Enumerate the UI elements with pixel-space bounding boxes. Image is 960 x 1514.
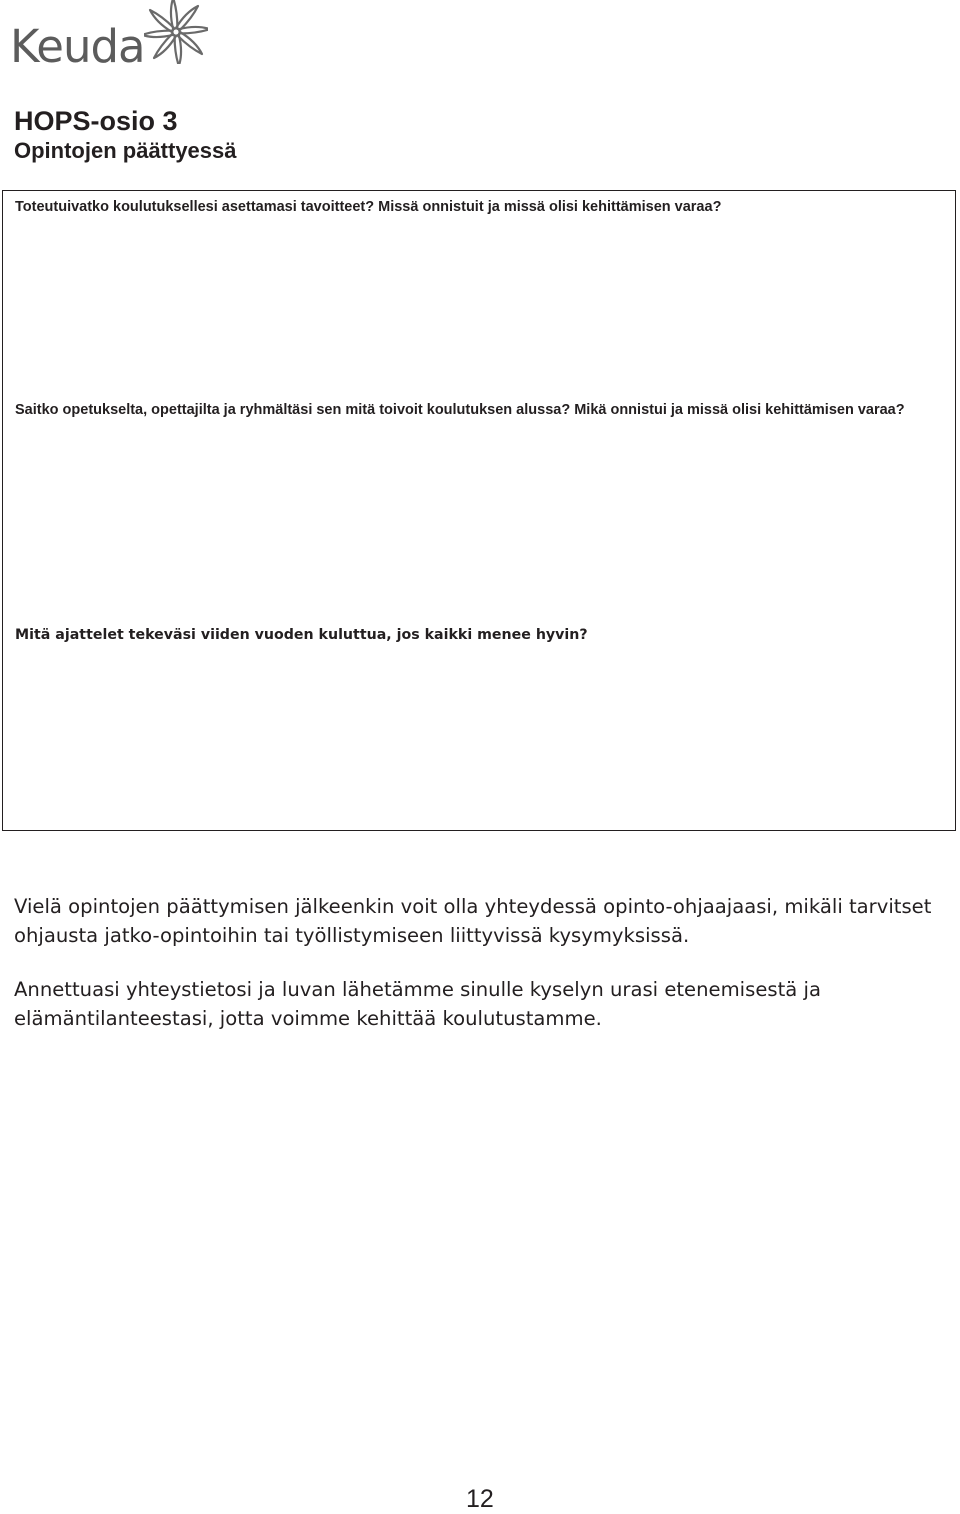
career-survey-paragraph: Annettuasi yhteystietosi ja luvan lähetämme sinulle kyselyn urasi etenemisestä ja elämäntilanteestasi, jotta voimme kehittää koulutustamme. [14, 978, 821, 1030]
answer-goals-field[interactable] [15, 223, 939, 397]
page-title: HOPS-osio 3 [14, 106, 178, 136]
page-number: 12 [466, 1485, 494, 1513]
pinwheel-logo-icon [144, 0, 208, 64]
reflection-form-box [2, 190, 956, 831]
answer-teaching-field[interactable] [15, 449, 939, 621]
keuda-logo [10, 0, 210, 80]
question-teaching-label: Saitko opetukselta, opettajilta ja ryhmältäsi sen mitä toivoit koulutuksen alussa? Mikä onnistui ja missä olisi kehittämisen varaa? [15, 402, 905, 418]
guidance-contact-paragraph: Vielä opintojen päättymisen jälkeenkin voit olla yhteydessä opinto-ohjaajaasi, mikäli tarvitset ohjausta jatko-opintoihin tai työllistymiseen liittyvissä kysymyksissä. [14, 895, 932, 947]
page-subtitle: Opintojen päättyessä [14, 138, 237, 163]
answer-five-years-field[interactable] [15, 651, 939, 825]
question-five-years-label: Mitä ajattelet tekeväsi viiden vuoden kuluttua, jos kaikki menee hyvin? [15, 627, 588, 643]
question-goals-label: Toteutuivatko koulutuksellesi asettamasi tavoitteet? Missä onnistuit ja missä olisi kehittämisen varaa? [15, 199, 722, 215]
logo-wordmark: Keuda [10, 20, 145, 73]
